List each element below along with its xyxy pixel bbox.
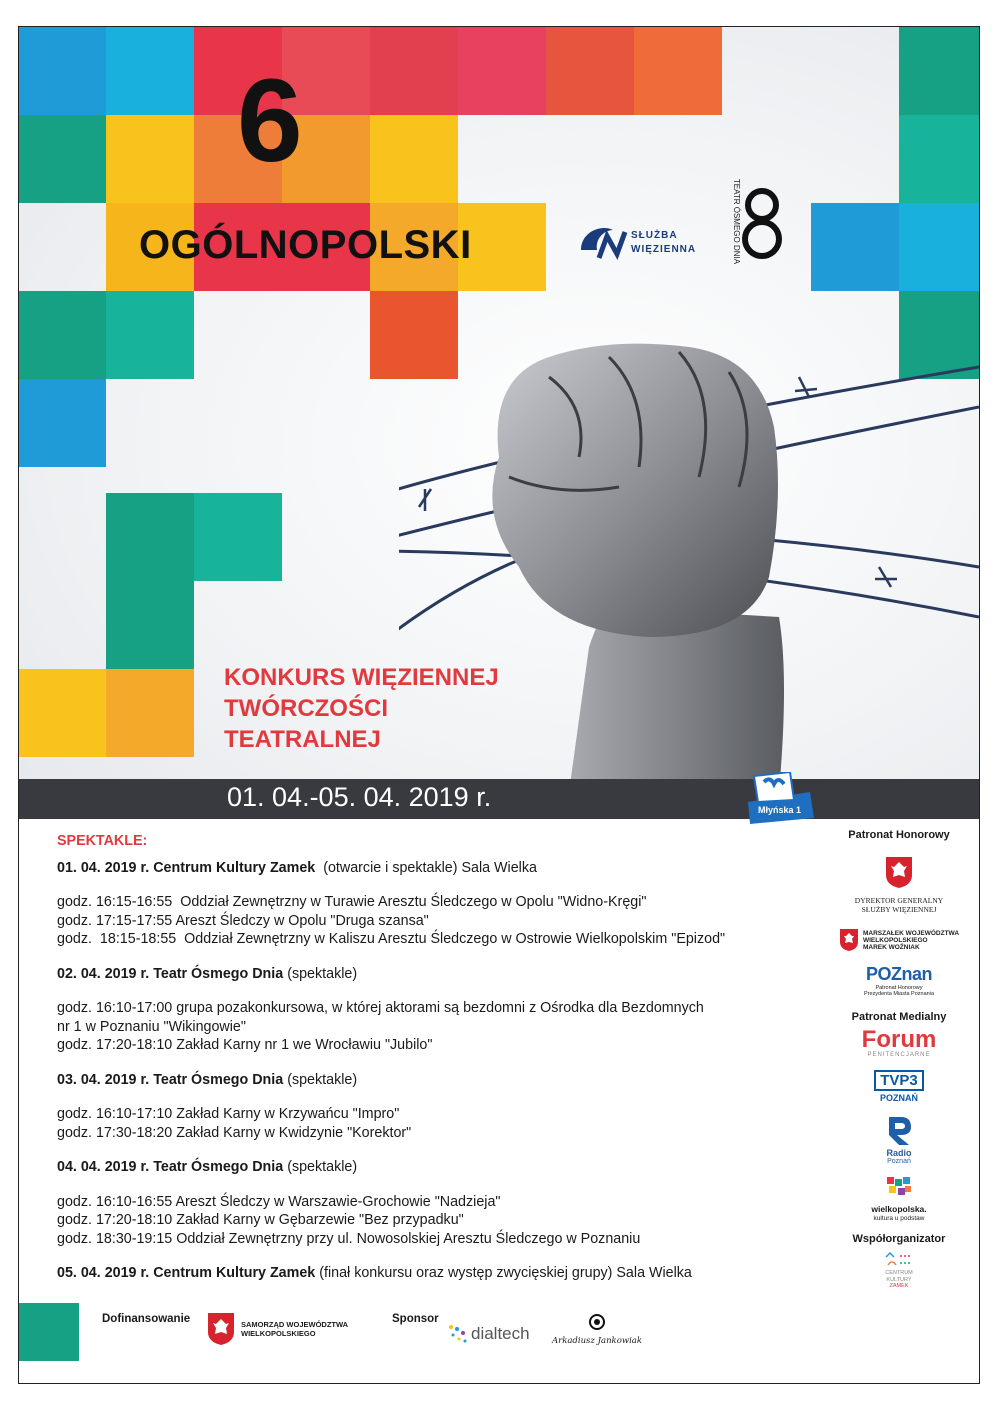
dialtech-dots-icon xyxy=(447,1323,469,1345)
contest-title xyxy=(224,662,499,755)
mlynska-badge-icon xyxy=(744,772,816,824)
program-day xyxy=(57,1071,847,1090)
sluzba-emblem-icon xyxy=(577,220,633,266)
marszalek-logo xyxy=(829,928,969,952)
performance-entry: godz. 16:15-16:55 Oddział Zewnętrzny w Turawie Aresztu Śledczego w Opolu "Widno-Kręgi" xyxy=(57,894,647,910)
day-entries xyxy=(57,999,847,1055)
teatr-osmego-dnia-logo xyxy=(724,178,782,265)
wielkopolska-crest-icon xyxy=(839,928,859,952)
polish-eagle-icon xyxy=(884,855,914,889)
day-note: (spektakle) xyxy=(283,1159,358,1175)
patrons-sidebar xyxy=(829,827,969,1290)
centrum-kultury-zamek-logo xyxy=(829,1249,969,1290)
signature-text: Arkadiusz Jankowiak xyxy=(552,1336,643,1346)
samorzad-line2: WIELKOPOLSKIEGO xyxy=(241,1329,316,1338)
performance-entry: godz. 18:30-19:15 Oddział Zewnętrzny przy ul. Nowosolskiej Aresztu Śledczego w Poznaniu xyxy=(57,1230,641,1247)
sponsor-label: Sponsor xyxy=(392,1313,439,1325)
mosaic-tile xyxy=(106,493,194,581)
day-entries xyxy=(57,893,847,949)
program-day xyxy=(57,859,847,878)
mosaic-tile xyxy=(19,115,106,203)
samorzad-crest-icon xyxy=(207,1312,235,1346)
mosaic-tile xyxy=(19,669,106,757)
poznan-logo xyxy=(829,964,969,997)
mosaic-tile xyxy=(458,27,546,115)
performance-entry: godz. 18:15-18:55 Oddział Zewnętrzny w Kaliszu Aresztu Śledczego w Ostrowie Wielkopolskim "Epizod" xyxy=(57,931,726,947)
day-title: 05. 04. 2019 r. Centrum Kultury Zamek xyxy=(57,1265,316,1281)
contest-title-line: TWÓRCZOŚCI xyxy=(224,695,388,722)
forum-logo-text: Forum xyxy=(861,1026,937,1053)
poster xyxy=(18,26,980,1384)
radio-label: Radio xyxy=(886,1148,912,1158)
day-note: (spektakle) xyxy=(283,965,358,982)
figure-eight-icon xyxy=(742,185,782,265)
signature-logo xyxy=(552,1313,642,1346)
tvp-sub: POZNAŃ xyxy=(880,1093,918,1103)
festival-dates: 01. 04.-05. 04. 2019 r. xyxy=(227,782,492,812)
day-entries xyxy=(57,1193,847,1249)
program-day xyxy=(57,1264,847,1283)
mosaic-tile xyxy=(106,581,194,669)
dialtech-text: dialtech xyxy=(471,1324,530,1343)
wielkopolska-sub: kultura u podstaw xyxy=(873,1215,925,1222)
poznan-logo-text: POZnan xyxy=(865,964,932,984)
radio-r-icon xyxy=(885,1115,913,1145)
mosaic-tile xyxy=(106,669,194,757)
patronat-medialny-label: Patronat Medialny xyxy=(851,1011,947,1023)
radio-sub: Poznań xyxy=(887,1158,911,1165)
title-line: OGÓLNOPOLSKI xyxy=(139,223,472,267)
mosaic-tile xyxy=(899,115,980,203)
tvp-logo xyxy=(829,1070,969,1103)
tvp-logo-text: TVP3 xyxy=(874,1070,924,1091)
dyrektor-line1: DYREKTOR GENERALNY xyxy=(854,896,944,905)
performance-entry: godz. 17:15-17:55 Areszt Śledczy w Opolu "Druga szansa" xyxy=(57,912,429,929)
mosaic-tile xyxy=(899,27,980,115)
sluzba-line1: SŁUŻBA xyxy=(631,230,678,241)
contest-title-line: KONKURS WIĘZIENNEJ xyxy=(224,664,499,691)
performance-entry: godz. 17:30-18:20 Zakład Karny w Kwidzynie "Korektor" xyxy=(57,1124,412,1141)
forum-sub: PENITENCJARNE xyxy=(867,1052,931,1058)
mosaic-tile xyxy=(106,115,194,203)
mosaic-tile xyxy=(370,115,458,203)
performance-entry: nr 1 w Poznaniu "Wikingowie" xyxy=(57,1018,246,1035)
mosaic-tile xyxy=(106,291,194,379)
mosaic-tile-bottom xyxy=(19,1303,79,1361)
mosaic-tile xyxy=(19,27,106,115)
performance-entry: godz. 17:20-18:10 Zakład Karny w Gębarzewie "Bez przypadku" xyxy=(57,1212,464,1228)
sluzba-line2: WIĘZIENNA xyxy=(631,244,697,255)
day-title: 01. 04. 2019 r. Centrum Kultury Zamek xyxy=(57,859,316,876)
wielkopolska-mosaic-icon xyxy=(885,1175,913,1201)
day-title: 02. 04. 2019 r. Teatr Ósmego Dnia xyxy=(57,965,284,982)
mosaic-tile xyxy=(546,27,634,115)
mlynska-label: Młyńska 1 xyxy=(758,805,802,815)
marszalek-line3: MAREK WOŹNIAK xyxy=(862,943,920,951)
performance-entry: godz. 16:10-17:10 Zakład Karny w Krzywańcu "Impro" xyxy=(57,1106,400,1122)
poznan-sub1: Patronat Honorowy xyxy=(875,985,923,991)
contest-title-line: TEATRALNEJ xyxy=(224,726,381,753)
program-heading: SPEKTAKLE: xyxy=(57,833,148,849)
sluzba-wiezienna-logo xyxy=(577,220,707,266)
radio-poznan-logo xyxy=(829,1115,969,1165)
mosaic-tile xyxy=(194,493,282,581)
day-title: 04. 04. 2019 r. Teatr Ósmego Dnia xyxy=(57,1159,284,1175)
forum-logo xyxy=(829,1026,969,1060)
day-title: 03. 04. 2019 r. Teatr Ósmego Dnia xyxy=(57,1071,284,1088)
mosaic-tile xyxy=(19,379,106,467)
dialtech-logo xyxy=(447,1323,530,1345)
marszalek-line2: WIELKOPOLSKIEGO xyxy=(862,936,928,944)
mosaic-tile xyxy=(899,203,980,291)
mosaic-tile xyxy=(19,291,106,379)
poznan-sub2: Prezydenta Miasta Poznania xyxy=(863,991,934,997)
edition-number: 6 xyxy=(237,55,303,187)
mosaic-tile xyxy=(370,27,458,115)
date-bar xyxy=(19,779,980,819)
performance-entry: godz. 16:10-17:00 grupa pozakonkursowa, w której aktorami są bezdomni z Ośrodka dla Bezdomnych xyxy=(57,1000,704,1016)
mosaic-tile xyxy=(634,27,722,115)
mosaic-tile xyxy=(811,203,899,291)
mlynska-logo xyxy=(744,772,816,824)
dyrektor-line2: SŁUŻBY WIĘZIENNEJ xyxy=(861,905,937,914)
program-day xyxy=(57,1158,847,1177)
samorzad-line1: SAMORZĄD WOJEWÓDZTWA xyxy=(241,1320,349,1329)
ckz-line1: CENTRUM xyxy=(885,1270,913,1276)
dofinansowanie-label: Dofinansowanie xyxy=(102,1313,191,1325)
ckz-mark-icon xyxy=(884,1249,914,1267)
wielkopolska-label: wielkopolska. xyxy=(871,1204,927,1214)
wielkopolska-kultura-logo xyxy=(829,1175,969,1223)
wspolorganizator-label: Współorganizator xyxy=(852,1233,946,1245)
performance-entry: godz. 17:20-18:10 Zakład Karny nr 1 we Wrocławiu "Jubilo" xyxy=(57,1037,433,1053)
teatr-vertical-text: TEATR ÓSMEGO DNIA xyxy=(732,178,742,265)
day-entries xyxy=(57,1105,847,1142)
marszalek-line1: MARSZAŁEK WOJEWÓDZTWA xyxy=(862,929,960,937)
day-note: (finał konkursu oraz występ zwycięskiej grupy) Sala Wielka xyxy=(315,1265,692,1281)
ckz-line3: ZAMEK xyxy=(889,1283,909,1289)
ckz-line2: KULTURY xyxy=(886,1276,912,1283)
program-section xyxy=(57,832,847,1283)
day-note: (otwarcie i spektakle) Sala Wielka xyxy=(315,859,537,876)
day-note: (spektakle) xyxy=(283,1071,358,1088)
signature-emblem-icon xyxy=(587,1313,607,1331)
patronat-honorowy-label: Patronat Honorowy xyxy=(848,829,950,841)
performance-entry: godz. 16:10-16:55 Areszt Śledczy w Warszawie-Grochowie "Nadzieja" xyxy=(57,1193,501,1210)
program-day xyxy=(57,965,847,984)
mosaic-tile xyxy=(106,27,194,115)
samorzad-logo xyxy=(207,1312,348,1346)
